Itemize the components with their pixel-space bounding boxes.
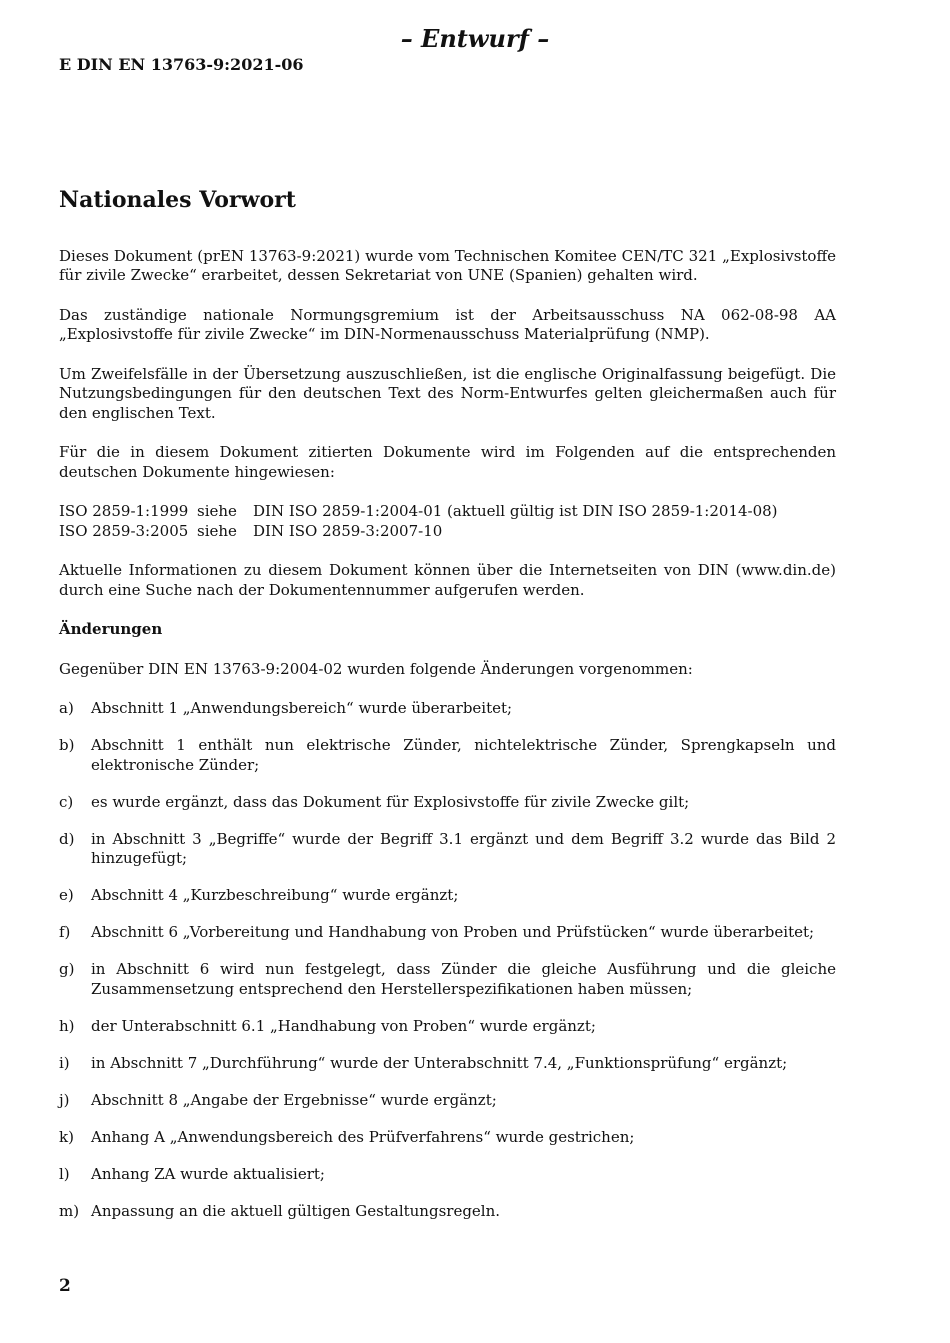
change-item [59, 736, 836, 775]
reference-list [59, 502, 836, 541]
reference-din: DIN ISO 2859-3:2007-10 [253, 521, 443, 540]
change-label: h) [59, 1016, 75, 1035]
change-label: e) [59, 886, 74, 905]
change-text: Anhang ZA wurde aktualisiert; [91, 1164, 325, 1183]
change-label: l) [59, 1164, 70, 1183]
change-text: in Abschnitt 3 „Begriffe“ wurde der Begriff 3.1 ergänzt und dem Begriff 3.2 wurde das Bild 2 hinzugefügt; [91, 829, 836, 868]
paragraph-national-body: Das zuständige nationale Normungsgremium ist der Arbeitsausschuss NA 062-08-98 AA „Explosivstoffe für zivile Zwecke“ im DIN-Normenausschuss Materialprüfung (NMP). [59, 305, 836, 344]
change-text: Anhang A „Anwendungsbereich des Prüfverfahrens“ wurde gestrichen; [91, 1127, 635, 1146]
paragraph-translation: Um Zweifelsfälle in der Übersetzung auszuschließen, ist die englische Originalfassung beigefügt. Die Nutzungsbedingungen für den deutschen Text des Norm-Entwurfes gelten gleichermaßen auch für den englischen Text. [59, 364, 836, 422]
change-item [59, 1202, 836, 1222]
document-id: E DIN EN 13763-9:2021-06 [59, 55, 304, 74]
reference-din: DIN ISO 2859-1:2004-01 (aktuell gültig ist DIN ISO 2859-1:2014-08) [253, 502, 778, 521]
change-label: g) [59, 960, 75, 979]
change-text: Abschnitt 1 „Anwendungsbereich“ wurde überarbeitet; [91, 699, 513, 718]
reference-see: siehe [197, 521, 237, 540]
change-item [59, 699, 836, 719]
reference-iso: ISO 2859-1:1999 [59, 502, 189, 521]
change-text: Abschnitt 4 „Kurzbeschreibung“ wurde ergänzt; [91, 886, 459, 905]
change-item [59, 830, 836, 869]
page-content [59, 186, 836, 1239]
paragraph-info: Aktuelle Informationen zu diesem Dokument können über die Internetseiten von DIN (www.din.de) durch eine Suche nach der Dokumentennummer aufgerufen werden. [59, 561, 836, 599]
change-text: Abschnitt 1 enthält nun elektrische Zünder, nichtelektrische Zünder, Sprengkapseln und elektronische Zünder; [91, 736, 836, 774]
paragraph-committee: Dieses Dokument (prEN 13763-9:2021) wurde vom Technischen Komitee CEN/TC 321 „Explosivstoffe für zivile Zwecke“ erarbeitet, dessen Sekretariat von UNE (Spanien) gehalten wird. [59, 246, 836, 285]
page-number: 2 [59, 1276, 71, 1296]
change-label: k) [59, 1127, 74, 1146]
change-label: d) [59, 829, 75, 848]
change-label: b) [59, 736, 75, 755]
change-label: m) [59, 1201, 80, 1220]
change-label: j) [59, 1090, 70, 1109]
changes-intro: Gegenüber DIN EN 13763-9:2004-02 wurden folgende Änderungen vorgenommen: [59, 659, 693, 678]
draft-watermark: – Entwurf – [400, 24, 550, 53]
page-title: Nationales Vorwort [59, 187, 296, 213]
change-text: der Unterabschnitt 6.1 „Handhabung von Proben“ wurde ergänzt; [91, 1016, 596, 1035]
change-label: f) [59, 923, 71, 942]
reference-see: siehe [197, 502, 237, 521]
reference-iso: ISO 2859-3:2005 [59, 521, 189, 540]
reference-row [59, 502, 836, 522]
change-item [59, 1054, 836, 1074]
change-label: i) [59, 1053, 70, 1072]
reference-row [59, 522, 836, 542]
change-text: in Abschnitt 6 wird nun festgelegt, dass Zünder die gleiche Ausführung und die gleiche Zusammensetzung entsprechend den Herstellerspezifikationen haben müssen; [91, 960, 836, 998]
change-item [59, 1017, 836, 1037]
change-item [59, 1165, 836, 1185]
change-text: Anpassung an die aktuell gültigen Gestaltungsregeln. [91, 1201, 501, 1220]
change-item [59, 1091, 836, 1111]
changes-heading: Änderungen [59, 620, 163, 639]
change-label: a) [59, 699, 74, 718]
change-text: Abschnitt 8 „Angabe der Ergebnisse“ wurde ergänzt; [91, 1090, 497, 1109]
paragraph-references-intro: Für die in diesem Dokument zitierten Dokumente wird im Folgenden auf die entsprechenden deutschen Dokumente hingewiesen: [59, 443, 836, 481]
change-text: Abschnitt 6 „Vorbereitung und Handhabung von Proben und Prüfstücken“ wurde überarbeitet; [91, 923, 815, 942]
change-text: in Abschnitt 7 „Durchführung“ wurde der Unterabschnitt 7.4, „Funktionsprüfung“ ergänzt; [91, 1053, 788, 1072]
change-item [59, 1128, 836, 1148]
change-text: es wurde ergänzt, dass das Dokument für Explosivstoffe für zivile Zwecke gilt; [91, 792, 690, 811]
change-label: c) [59, 792, 74, 811]
change-item [59, 793, 836, 813]
changes-list [59, 699, 836, 1221]
change-item [59, 923, 836, 943]
change-item [59, 886, 836, 906]
change-item [59, 960, 836, 999]
